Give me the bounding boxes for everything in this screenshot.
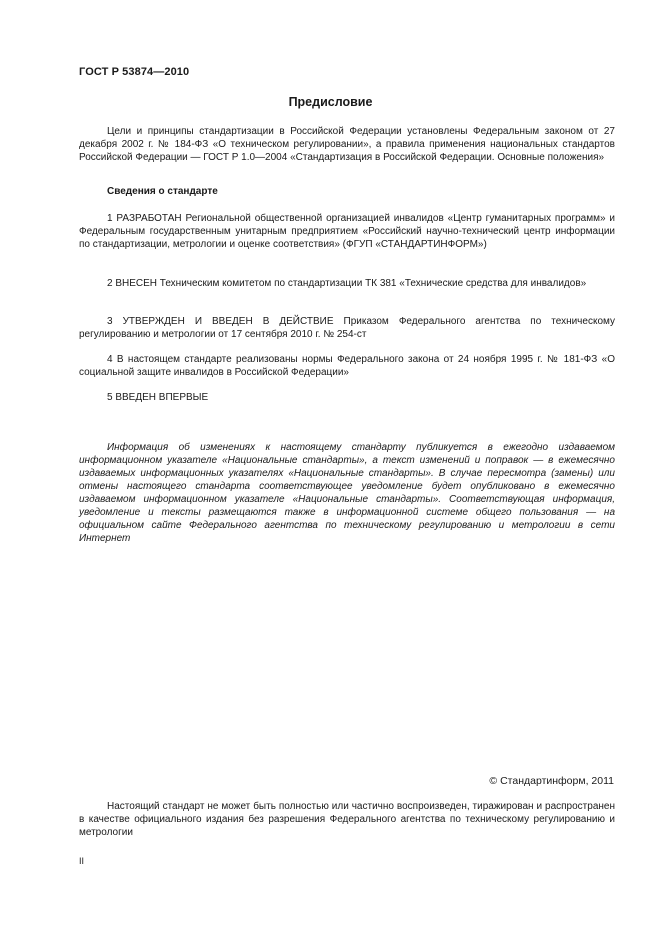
- standard-code: ГОСТ Р 53874—2010: [79, 66, 190, 78]
- page-number: II: [79, 856, 85, 866]
- reproduction-text: Настоящий стандарт не может быть полностью или частично воспроизведен, тиражирован и распространен в качестве официального издания без разрешения Федерального агентства по техническому регулированию и метрологии: [79, 801, 615, 838]
- item-1: [79, 212, 615, 251]
- item-3: [79, 315, 615, 341]
- item-4-text: 4 В настоящем стандарте реализованы нормы Федерального закона от 24 ноября 1995 г. № 181-ФЗ «О социальной защите инвалидов в Российской Федерации»: [79, 354, 615, 378]
- reproduction-paragraph: [79, 800, 615, 839]
- item-2-text: 2 ВНЕСЕН Техническим комитетом по стандартизации ТК 381 «Технические средства для инвалидов»: [107, 278, 587, 289]
- item-1-text: 1 РАЗРАБОТАН Региональной общественной организацией инвалидов «Центр гуманитарных программ» и Федеральным государственным унитарным предприятием «Российский научно-технический центр информации по стандартизации, метрологии и оценке соответствия» (ФГУП «СТАНДАРТИНФОРМ»): [79, 213, 615, 250]
- item-3-text: 3 УТВЕРЖДЕН И ВВЕДЕН В ДЕЙСТВИЕ Приказом Федерального агентства по техническому регулированию и метрологии от 17 сентября 2010 г. № 254-ст: [79, 316, 615, 340]
- item-5: [79, 391, 615, 404]
- item-2: [79, 277, 615, 290]
- item-5-text: 5 ВВЕДЕН ВПЕРВЫЕ: [107, 392, 209, 403]
- notice-text: Информация об изменениях к настоящему стандарту публикуется в ежегодно издаваемом информационном указателе «Национальные стандарты», а текст изменений и поправок — в ежемесячно издаваемых информационных указателях «Национальные стандарты». В случае пересмотра (замены) или отмены настоящего стандарта соответствующее уведомление будет опубликовано в ежемесячно издаваемом информационном указателе «Национальные стандарты». Соответствующая информация, уведомление и тексты размещаются также в информационной системе общего пользования — на официальном сайте Федерального агентства по техническому регулированию и метрологии в сети Интернет: [79, 442, 615, 544]
- copyright-notice: © Стандартинформ, 2011: [489, 775, 614, 787]
- intro-paragraph: [79, 125, 615, 164]
- notice-paragraph: [79, 441, 615, 545]
- item-4: [79, 353, 615, 379]
- page-title: Предисловие: [288, 95, 373, 109]
- intro-text: Цели и принципы стандартизации в Российской Федерации установлены Федеральным законом от 27 декабря 2002 г. № 184-ФЗ «О техническом регулировании», а правила применения национальных стандартов Российской Федерации — ГОСТ Р 1.0—2004 «Стандартизация в Российской Федерации. Основные положения»: [79, 126, 615, 163]
- section-heading: Сведения о стандарте: [107, 186, 218, 197]
